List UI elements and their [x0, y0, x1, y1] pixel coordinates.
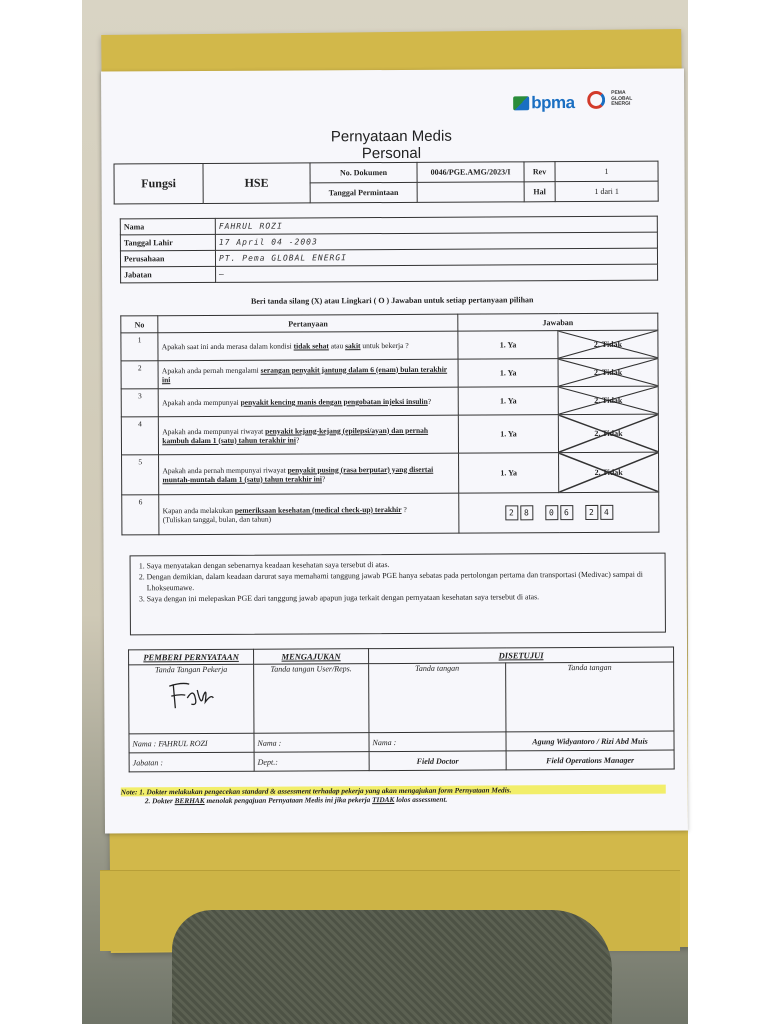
perusahaan-label: Perusahaan: [120, 250, 215, 266]
signature-table: [128, 647, 675, 773]
tanggal-lahir-label: Tanggal Lahir: [120, 234, 215, 250]
question-text: Apakah anda pernah mengalami serangan penyakit jantung dalam 6 (enam) bulan terakhir ini: [158, 359, 458, 389]
answer-tidak[interactable]: 2. Tidak: [559, 452, 659, 493]
tanggal-permintaan-label: Tanggal Permintaan: [310, 182, 417, 203]
question-text: Apakah anda pernah mempunyai riwayat penyakit pusing (rasa berputar) yang disertai muntah-muntah dalam 1 (satu) tahun terakhir ini?: [159, 453, 459, 495]
manager-name: Agung Widyantoro / Rizi Abd Muis: [506, 731, 674, 751]
disetujui-header: DISETUJUI: [369, 647, 674, 664]
answer-ya[interactable]: 1. Ya: [458, 387, 558, 416]
question-row: 3 Apakah anda mempunyai penyakit kencing manis dengan pengobatan injeksi insulin? 1. Ya 2. Tidak: [121, 386, 658, 417]
user-signature-cell[interactable]: Tanda tangan User/Reps.: [254, 664, 369, 734]
answer-column-header: Jawaban: [458, 313, 658, 331]
doctor-signature-cell[interactable]: Tanda tangan: [369, 663, 506, 733]
manager-signature-cell[interactable]: Tanda tangan: [506, 662, 674, 732]
mengajukan-header: MENGAJUKAN: [254, 649, 369, 665]
no-dokumen-value: 0046/PGE.AMG/2023/I: [417, 162, 524, 183]
answer-tidak[interactable]: 2. Tidak: [558, 386, 658, 415]
worker-name[interactable]: Nama : FAHRUL ROZI: [129, 733, 254, 753]
pema-logo-icon: [587, 91, 605, 109]
checkup-date-field[interactable]: [459, 492, 659, 533]
question-row: 5 Apakah anda pernah mempunyai riwayat penyakit pusing (rasa berputar) yang disertai muntah-muntah dalam 1 (satu) tahun terakhir ini? 1. Ya 2. Tidak: [122, 452, 659, 495]
hal-value: 1 dari 1: [555, 181, 658, 202]
date-digit: 4: [600, 505, 613, 520]
fungsi-value: HSE: [203, 163, 310, 204]
question-text: Apakah saat ini anda merasa dalam kondisi tidak sehat atau sakit untuk bekerja ?: [158, 331, 458, 361]
answer-tidak[interactable]: 2. Tidak: [558, 358, 658, 387]
answer-ya[interactable]: 1. Ya: [459, 453, 559, 494]
date-digit: 2: [505, 505, 518, 520]
pema-logo: PEMA GLOBAL ENERGI: [587, 91, 643, 113]
doctor-title: Field Doctor: [369, 751, 506, 771]
declaration-item: 2. Dengan demikian, dalam keadaan darurat saya memahami tanggung jawab PGE hanya sebatas pada pertolongan pertama dan transportasi (Medivac) sampai di Lhokseumawe.: [147, 569, 659, 594]
question-text: Apakah anda mempunyai penyakit kencing manis dengan pengobatan injeksi insulin?: [159, 387, 459, 417]
fungsi-label: Fungsi: [114, 163, 203, 203]
bpma-logo-icon: [513, 96, 529, 110]
doctor-name[interactable]: Nama :: [369, 732, 506, 752]
note-line-2: 2. Dokter BERHAK menolak pengajuan Pernyataan Medis ini jika pekerja TIDAK lolos assessment.: [144, 794, 448, 806]
user-name[interactable]: Nama :: [254, 733, 369, 753]
note-section: [121, 785, 666, 806]
manager-title: Field Operations Manager: [506, 750, 674, 770]
question-row: 4 Apakah anda mempunyai riwayat penyakit kejang-kejang (epilepsi/ayan) dan pernah kambuh dalam 1 (satu) tahun terakhir ini? 1. Ya 2. Tidak: [121, 414, 658, 455]
answer-tidak[interactable]: 2. Tidak: [558, 330, 658, 359]
date-digit: 8: [520, 505, 533, 520]
rev-value: 1: [555, 161, 658, 182]
answer-tidak[interactable]: 2. Tidak: [558, 414, 658, 453]
date-digit: 2: [585, 505, 598, 520]
question-row: 1 Apakah saat ini anda merasa dalam kondisi tidak sehat atau sakit untuk bekerja ? 1. Ya 2. Tidak: [121, 330, 658, 361]
fabric-lap: [172, 910, 612, 1024]
handwritten-signature-icon: [161, 674, 221, 714]
questions-table: [120, 313, 659, 536]
worker-signature: [132, 674, 250, 715]
document-header-table: [113, 161, 658, 205]
answer-ya[interactable]: 1. Ya: [458, 359, 558, 388]
question-text: Apakah anda mempunyai riwayat penyakit kejang-kejang (epilepsi/ayan) dan pernah kambuh dalam 1 (satu) tahun terakhir ini?: [159, 415, 459, 455]
declaration-item: 1. Saya menyatakan dengan sebenarnya keadaan kesehatan saya tersebut di atas.: [147, 558, 659, 572]
answer-ya[interactable]: 1. Ya: [458, 415, 558, 454]
question-text: Kapan anda melakukan pemeriksaan kesehatan (medical check-up) terakhir ? (Tuliskan tanggal, bulan, dan tahun): [159, 493, 459, 535]
nama-value[interactable]: FAHRUL ROZI: [215, 216, 657, 234]
jabatan-label: Jabatan: [121, 266, 216, 282]
no-column-header: No: [121, 316, 158, 333]
rev-label: Rev: [524, 162, 555, 182]
no-dokumen-label: No. Dokumen: [310, 162, 417, 183]
tanggal-lahir-value[interactable]: 17 April 04 -2003: [215, 232, 657, 250]
perusahaan-value[interactable]: PT. Pema GLOBAL ENERGI: [215, 248, 657, 266]
answer-ya[interactable]: 1. Ya: [458, 331, 558, 360]
note-line-1: Note: 1. Dokter melakukan pengecekan standard & assessment terhadap pekerja yang akan mengajukan form Pernyataan Medis.: [121, 785, 666, 797]
question-row: 2 Apakah anda pernah mengalami serangan penyakit jantung dalam 6 (enam) bulan terakhir ini 1. Ya 2. Tidak: [121, 358, 658, 389]
worker-signature-cell[interactable]: Tanda Tangan Pekerja: [129, 664, 254, 734]
date-digit: 0: [545, 505, 558, 520]
user-dept[interactable]: Dept.:: [254, 752, 369, 772]
form-title: Pernyataan Medis Personal: [330, 127, 452, 163]
jabatan-value[interactable]: —: [216, 264, 658, 282]
identity-table: [120, 216, 658, 284]
date-digit: 6: [560, 505, 573, 520]
tanggal-permintaan-value[interactable]: [417, 182, 524, 203]
declaration-item: 3. Saya dengan ini melepaskan PGE dari tanggung jawab apapun juga terkait dengan pernyataan kesehatan saya tersebut di atas.: [147, 591, 659, 605]
question-column-header: Pertanyaan: [158, 314, 458, 333]
instruction-text: Beri tanda silang (X) atau Lingkari ( O ) Jawaban untuk setiap pertanyaan pilihan: [250, 295, 534, 306]
nama-label: Nama: [120, 218, 215, 234]
worker-jabatan[interactable]: Jabatan :: [129, 752, 254, 772]
hal-label: Hal: [524, 182, 555, 202]
question-row: 6 Kapan anda melakukan pemeriksaan kesehatan (medical check-up) terakhir ? (Tuliskan tanggal, bulan, dan tahun) 2 8 0 6 2 4: [122, 492, 659, 535]
pemberi-pernyataan-header: PEMBERI PERNYATAAN: [129, 649, 254, 665]
bpma-logo: bpma: [513, 93, 574, 113]
declaration-box: [130, 553, 666, 636]
medical-statement-form: [101, 68, 688, 833]
